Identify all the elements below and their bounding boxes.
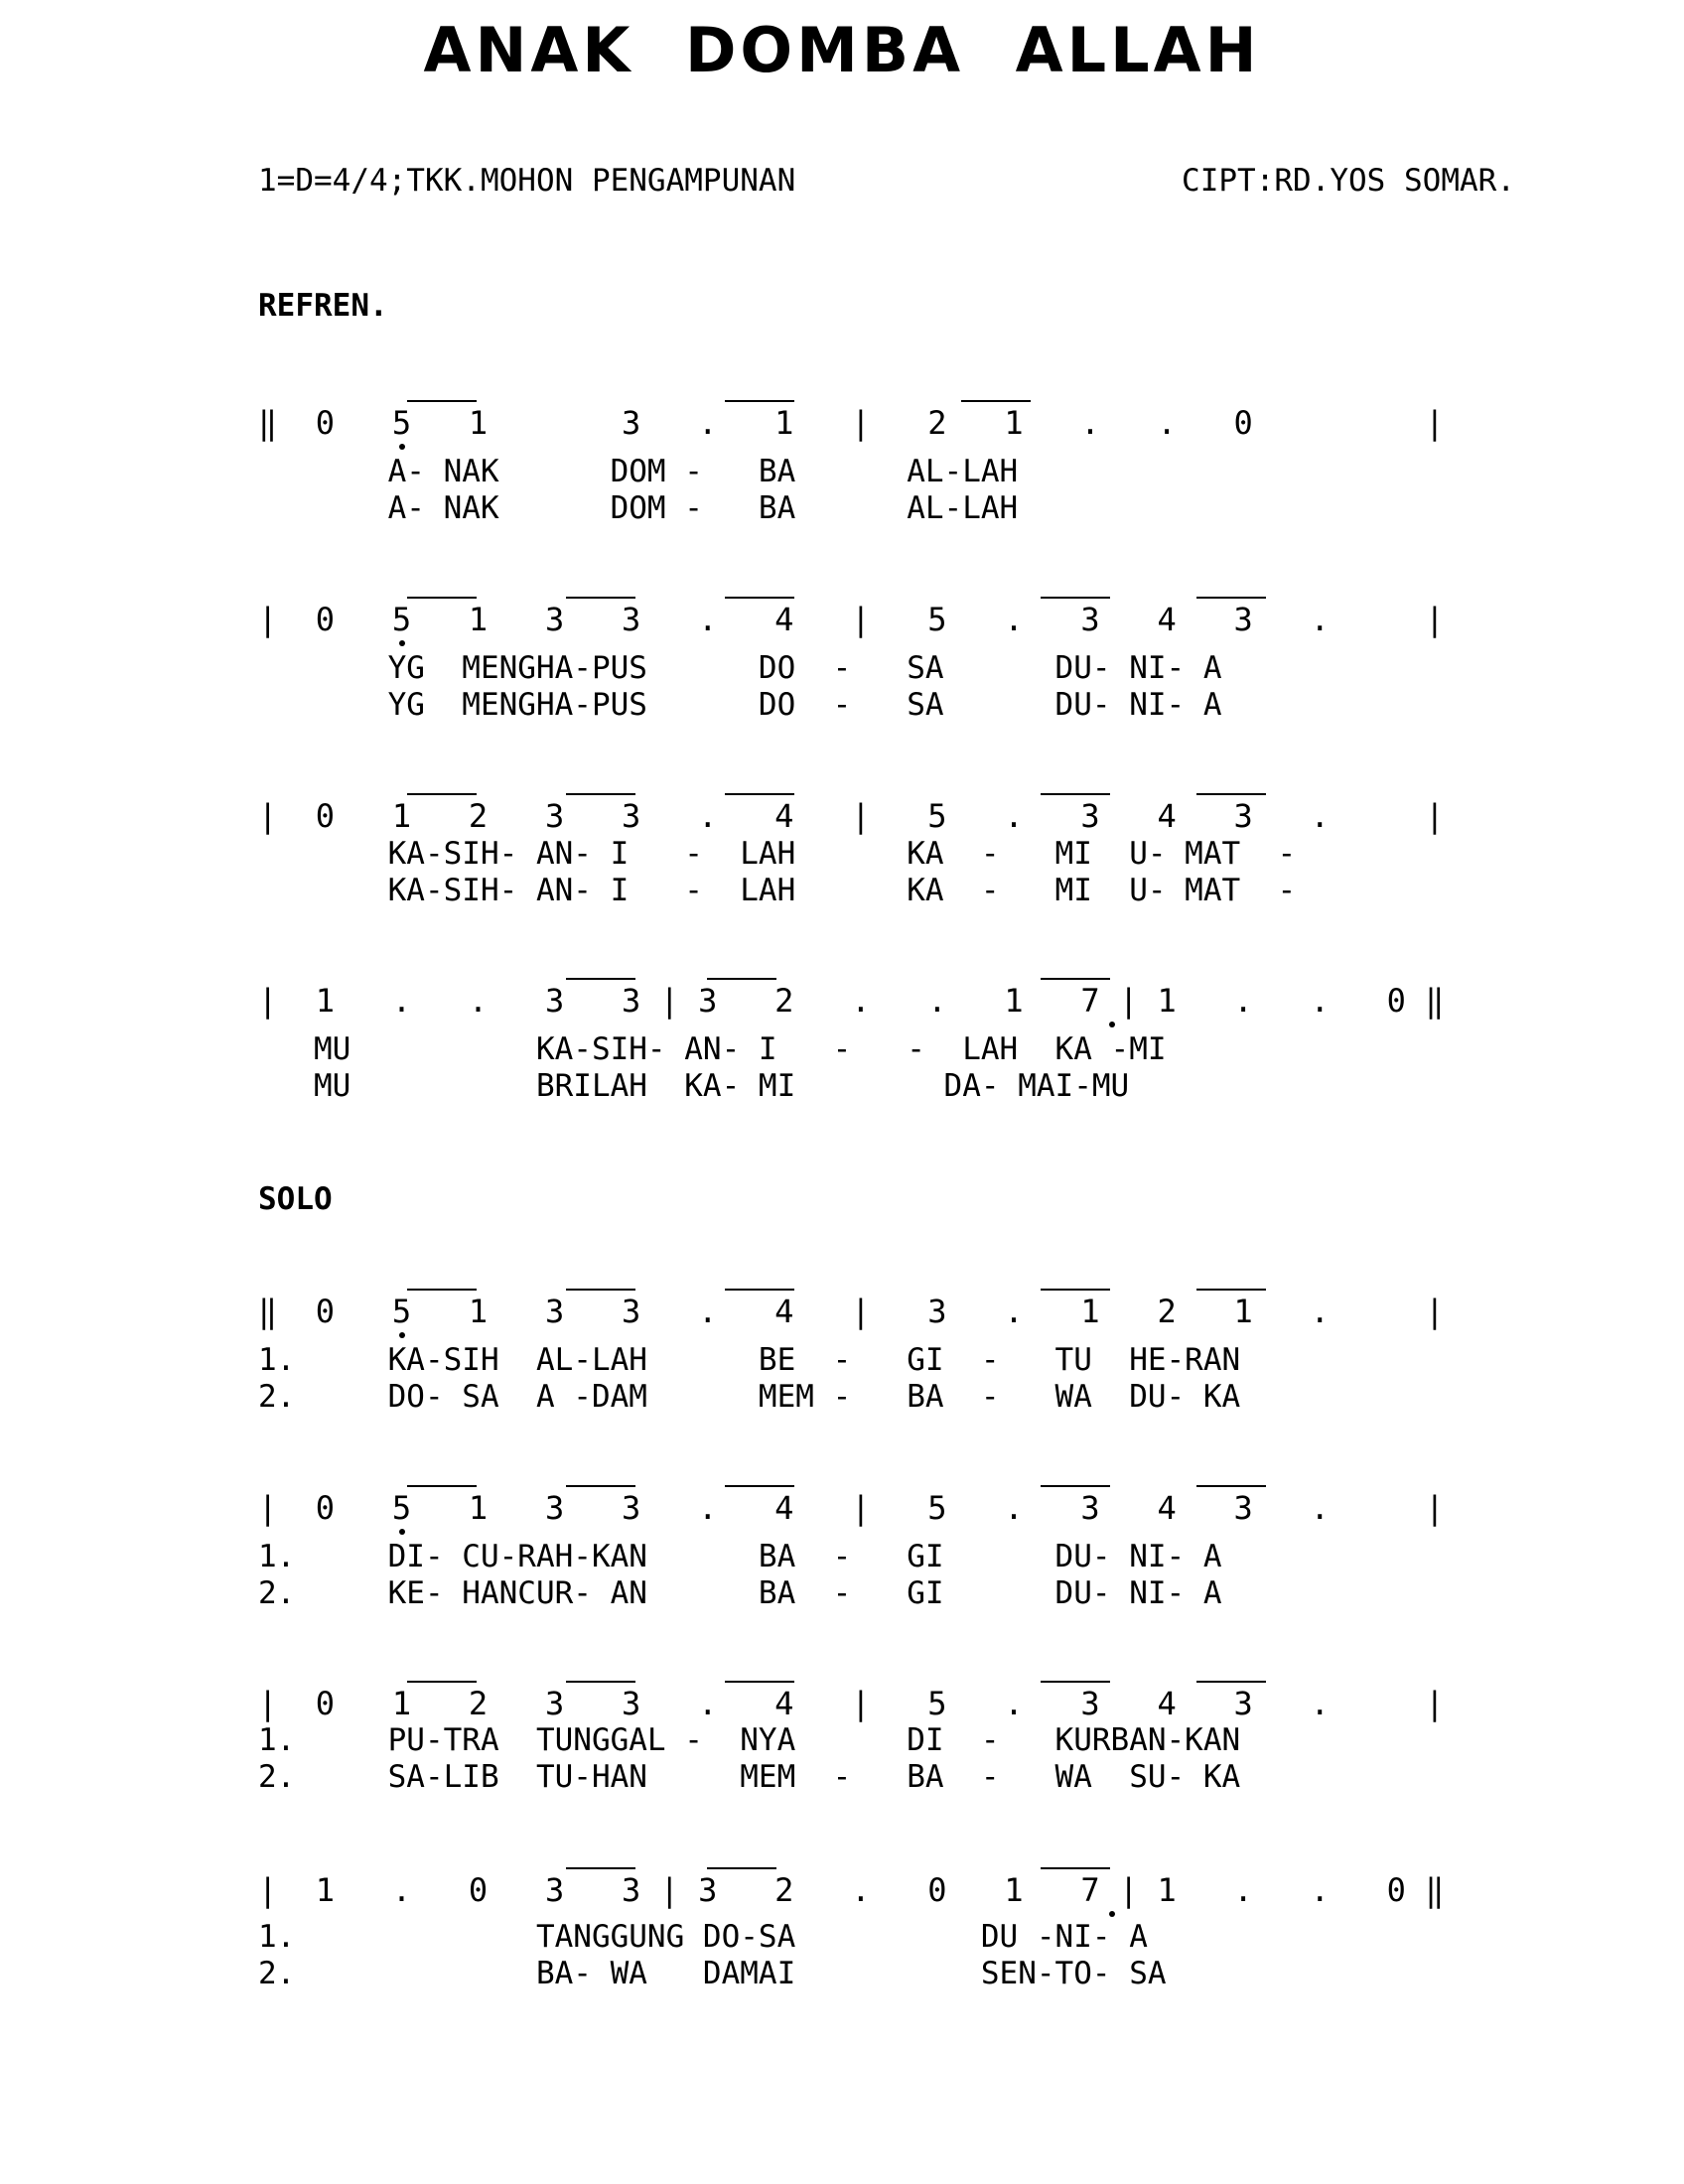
beam — [407, 597, 477, 599]
beam — [1196, 793, 1266, 795]
beam — [407, 400, 477, 402]
beam — [725, 793, 794, 795]
refren-notes-3: | 0 1 2 3 3 . 4 | 5 . 3 4 3 . | — [258, 797, 1445, 835]
solo-notes-3: | 0 1 2 3 3 . 4 | 5 . 3 4 3 . | — [258, 1685, 1445, 1722]
beam — [1196, 1289, 1266, 1291]
solo-notes-4: | 1 . 0 3 3 | 3 2 . 0 1 7 | 1 . . 0 ‖ — [258, 1871, 1445, 1909]
beam — [1041, 1289, 1110, 1291]
beam — [566, 978, 635, 980]
section-label-solo: SOLO — [258, 1181, 333, 1217]
octave-dot — [399, 640, 405, 646]
beam — [407, 1681, 477, 1683]
beam — [1196, 1485, 1266, 1487]
solo-notes-2: | 0 5 1 3 3 . 4 | 5 . 3 4 3 . | — [258, 1489, 1445, 1527]
solo-notes-1: ‖ 0 5 1 3 3 . 4 | 3 . 1 2 1 . | — [258, 1293, 1445, 1330]
refren-lyric-4a: MU KA-SIH- AN- I - - LAH KA -MI — [258, 1031, 1167, 1067]
beam — [566, 1289, 635, 1291]
beam — [707, 1867, 776, 1869]
beam — [566, 793, 635, 795]
octave-dot — [399, 1332, 405, 1338]
beam — [1041, 1681, 1110, 1683]
beam — [1041, 793, 1110, 795]
beam — [725, 597, 794, 599]
refren-notes-1: ‖ 0 5 1 3 . 1 | 2 1 . . 0 | — [258, 404, 1445, 442]
beam — [725, 1289, 794, 1291]
refren-lyric-4b: MU BRILAH KA- MI DA- MAI-MU — [258, 1068, 1130, 1104]
solo-lyric-1b: 2. DO- SA A -DAM MEM - BA - WA DU- KA — [258, 1379, 1241, 1415]
octave-dot — [1109, 1022, 1115, 1027]
song-title: ANAK DOMBA ALLAH — [423, 14, 1261, 86]
beam — [725, 1681, 794, 1683]
refren-notes-2: | 0 5 1 3 3 . 4 | 5 . 3 4 3 . | — [258, 601, 1445, 638]
refren-lyric-2a: YG MENGHA-PUS DO - SA DU- NI- A — [258, 650, 1222, 686]
refren-notes-4: | 1 . . 3 3 | 3 2 . . 1 7 | 1 . . 0 ‖ — [258, 982, 1445, 1020]
refren-lyric-3a: KA-SIH- AN- I - LAH KA - MI U- MAT - — [258, 836, 1297, 872]
composer-credit: CIPT:RD.YOS SOMAR. — [1182, 163, 1515, 199]
beam — [566, 1867, 635, 1869]
refren-lyric-1a: A- NAK DOM - BA AL-LAH — [258, 454, 1019, 489]
beam — [407, 1289, 477, 1291]
solo-lyric-1a: 1. KA-SIH AL-LAH BE - GI - TU HE-RAN — [258, 1342, 1241, 1378]
beam — [566, 1681, 635, 1683]
octave-dot — [399, 1529, 405, 1535]
refren-lyric-3b: KA-SIH- AN- I - LAH KA - MI U- MAT - — [258, 873, 1297, 908]
solo-lyric-3b: 2. SA-LIB TU-HAN MEM - BA - WA SU- KA — [258, 1759, 1241, 1795]
key-tempo-info: 1=D=4/4;TKK.MOHON PENGAMPUNAN — [258, 163, 796, 199]
beam — [1041, 597, 1110, 599]
solo-lyric-2a: 1. DI- CU-RAH-KAN BA - GI DU- NI- A — [258, 1539, 1222, 1574]
beam — [1041, 1485, 1110, 1487]
beam — [961, 400, 1031, 402]
beam — [1196, 597, 1266, 599]
octave-dot — [399, 444, 405, 450]
solo-lyric-4b: 2. BA- WA DAMAI SEN-TO- SA — [258, 1956, 1167, 1991]
beam — [707, 978, 776, 980]
beam — [725, 400, 794, 402]
beam — [566, 597, 635, 599]
beam — [566, 1485, 635, 1487]
beam — [1196, 1681, 1266, 1683]
solo-lyric-2b: 2. KE- HANCUR- AN BA - GI DU- NI- A — [258, 1575, 1222, 1611]
beam — [407, 1485, 477, 1487]
solo-lyric-4a: 1. TANGGUNG DO-SA DU -NI- A — [258, 1919, 1148, 1955]
beam — [407, 793, 477, 795]
beam — [1041, 978, 1110, 980]
solo-lyric-3a: 1. PU-TRA TUNGGAL - NYA DI - KURBAN-KAN — [258, 1722, 1241, 1758]
beam — [1041, 1867, 1110, 1869]
refren-lyric-1b: A- NAK DOM - BA AL-LAH — [258, 490, 1019, 526]
section-label-refren: REFREN. — [258, 288, 388, 324]
refren-lyric-2b: YG MENGHA-PUS DO - SA DU- NI- A — [258, 687, 1222, 723]
beam — [725, 1485, 794, 1487]
octave-dot — [1109, 1911, 1115, 1917]
